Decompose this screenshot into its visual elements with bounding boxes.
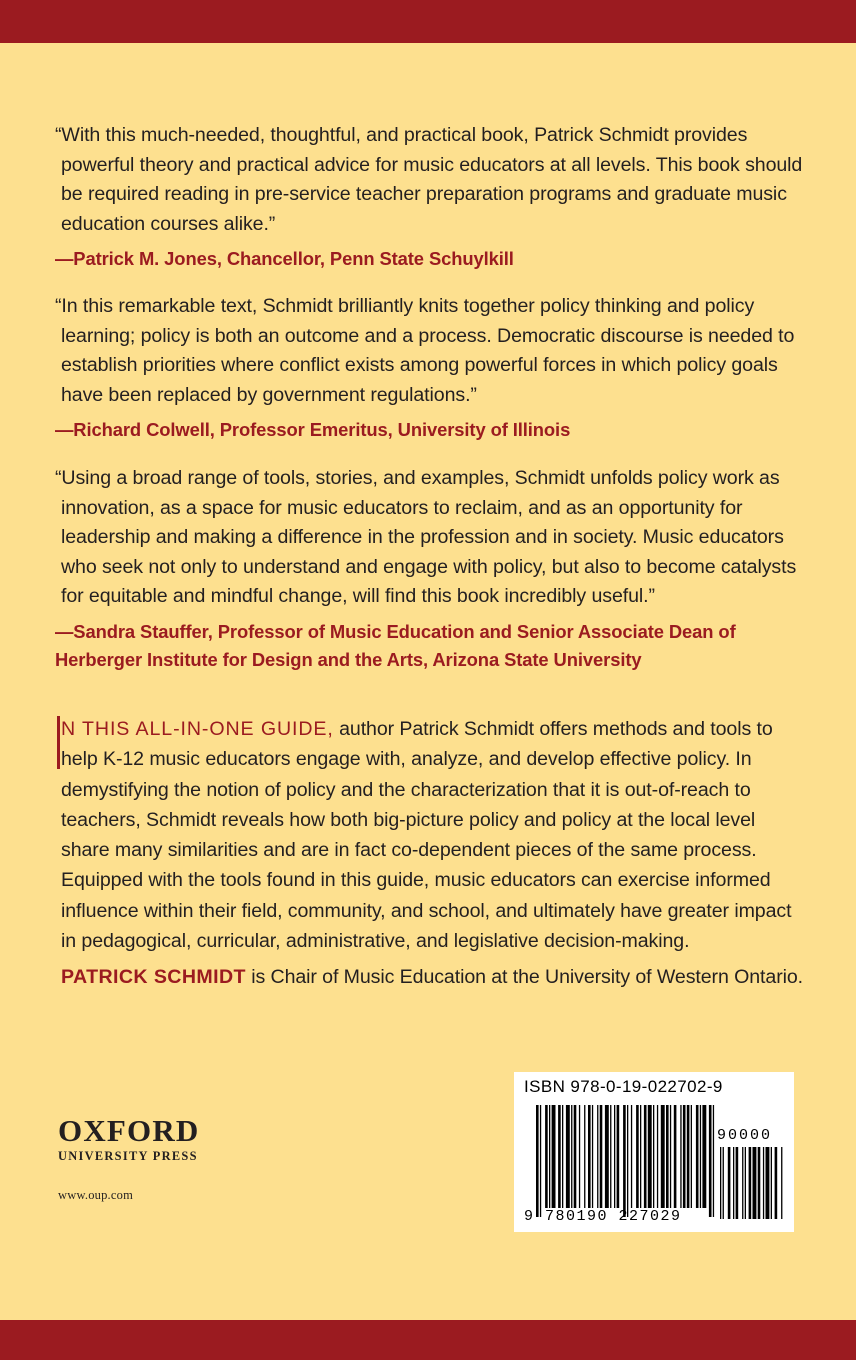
barcode-bar [700,1105,701,1208]
barcode-addon-bar [723,1147,724,1219]
barcode-bar [571,1105,572,1208]
addon-digits: 90000 [717,1127,773,1144]
barcode-panel [514,1072,794,1232]
barcode-bar [584,1105,585,1208]
barcode-bar [545,1105,548,1208]
barcode-bar [640,1105,641,1208]
drop-cap-i [57,716,60,769]
blurb-text: “In this remarkable text, Schmidt brilliantly knits together policy thinking and policy learning; policy is both an outcome and a process. Democratic discourse is needed to establish priorities where conflict exists among powerful forces in which policy goals have been replaced by government regulations.” [55,295,795,406]
barcode-bar [592,1105,593,1208]
barcode-bar [696,1105,699,1208]
barcode-bar [666,1105,669,1208]
barcode-bar [631,1105,632,1208]
barcode-bar [558,1105,561,1208]
barcode-bar [644,1105,647,1208]
barcode-bar [597,1105,598,1208]
barcode-bar [574,1105,577,1208]
barcode-bar [605,1105,609,1208]
ean-digits: 9 780190 227029 [524,1208,682,1225]
book-description [61,714,807,956]
barcode-bar [691,1105,692,1208]
barcode-bar [623,1105,626,1217]
publisher-name: OXFORD [58,1113,200,1148]
author-bio [61,962,821,992]
barcode-bar [653,1105,654,1208]
barcode-addon-bar [775,1147,778,1219]
barcode-addon-bar [745,1147,746,1219]
barcode-bar [566,1105,570,1208]
barcode-bar [636,1105,639,1208]
barcode-bar [648,1105,652,1208]
barcode-bar [579,1105,580,1208]
barcode-bar [614,1105,615,1208]
barcode-addon-bar [728,1147,731,1219]
publisher-logo [58,1115,200,1203]
description-lead: N THIS ALL-IN-ONE GUIDE, [61,718,334,740]
barcode-addon-bar [753,1147,757,1219]
blurb-attribution: —Richard Colwell, Professor Emeritus, University of Illinois [55,419,571,440]
author-name: PATRICK SCHMIDT [61,966,246,988]
barcode-bar [540,1105,541,1217]
barcode-bar [600,1105,603,1208]
author-bio-text: is Chair of Music Education at the University of Western Ontario. [245,966,804,988]
bottom-border-band [0,1320,856,1360]
barcode-bar [674,1105,677,1208]
blurb-quote-3 [55,464,807,674]
blurb-text: “Using a broad range of tools, stories, and examples, Schmidt unfolds policy work as innovation, as a space for music educators to reclaim, and as an opportunity for leadership and making a difference in the profession and in society. Music educators who seek not only to understand and engage with policy, but also to become catalysts for equitable and mindful change, will find this book incredibly useful.” [55,467,797,607]
barcode-addon-bar [736,1147,739,1219]
barcode-bar [670,1105,671,1208]
description-body: author Patrick Schmidt offers methods and tools to help K-12 music educators engage with, analyze, and develop effective policy. In demystifying the notion of policy and the characterization that it is out-of-reach to teachers, Schmidt reveals how both big-picture policy and policy at the local level share many similarities and are in fact co-dependent pieces of the same process. Equipped with the tools found in this guide, music educators can exercise informed influence within their field, community, and school, and ultimately have greater impact in pedagogical, curricular, administrative, and legislative decision-making. [61,718,792,953]
publisher-press: UNIVERSITY PRESS [58,1149,198,1163]
barcode-bar [680,1105,681,1208]
barcode-bar [687,1105,690,1208]
barcode-addon-bar [742,1147,743,1219]
barcode-bar [617,1105,620,1208]
isbn-label: ISBN 978-0-19-022702-9 [524,1077,723,1096]
barcode-addon-bar [771,1147,772,1219]
barcode-addon-bar [763,1147,764,1219]
barcode-addon-bar [733,1147,734,1219]
barcode-bar [610,1105,611,1208]
barcode-bar [552,1105,556,1208]
publisher-url: www.oup.com [58,1188,133,1202]
barcode-bar [562,1105,563,1208]
barcode-bar [683,1105,686,1208]
barcode-bar [661,1105,665,1208]
blurb-text: “With this much-needed, thoughtful, and practical book, Patrick Schmidt provides powerful theory and practical advice for music educators at all levels. This book should be required reading in pre-service teacher preparation programs and graduate music education courses alike.” [55,124,803,235]
barcode-bar [713,1105,714,1217]
barcode-bar [549,1105,550,1208]
blurb-quote-1 [55,121,807,273]
barcode-addon-bar [749,1147,752,1219]
barcode-bar [702,1105,706,1208]
barcode-bar [657,1105,658,1208]
top-border-band [0,0,856,43]
barcode-addon-bar [720,1147,721,1219]
blurb-attribution: —Patrick M. Jones, Chancellor, Penn State Schuylkill [55,248,514,269]
barcode-addon-bar [781,1147,782,1219]
barcode-addon-bar [758,1147,761,1219]
barcode-bar [627,1105,628,1217]
blurb-attribution: —Sandra Stauffer, Professor of Music Education and Senior Associate Dean of Herberger Institute for Design and the Arts, Arizona State University [55,620,736,670]
barcode-bar [536,1105,539,1217]
barcode-addon-bar [766,1147,770,1219]
barcode-bar [588,1105,591,1208]
blurb-quote-2 [55,292,807,444]
barcode-bar [709,1105,712,1217]
